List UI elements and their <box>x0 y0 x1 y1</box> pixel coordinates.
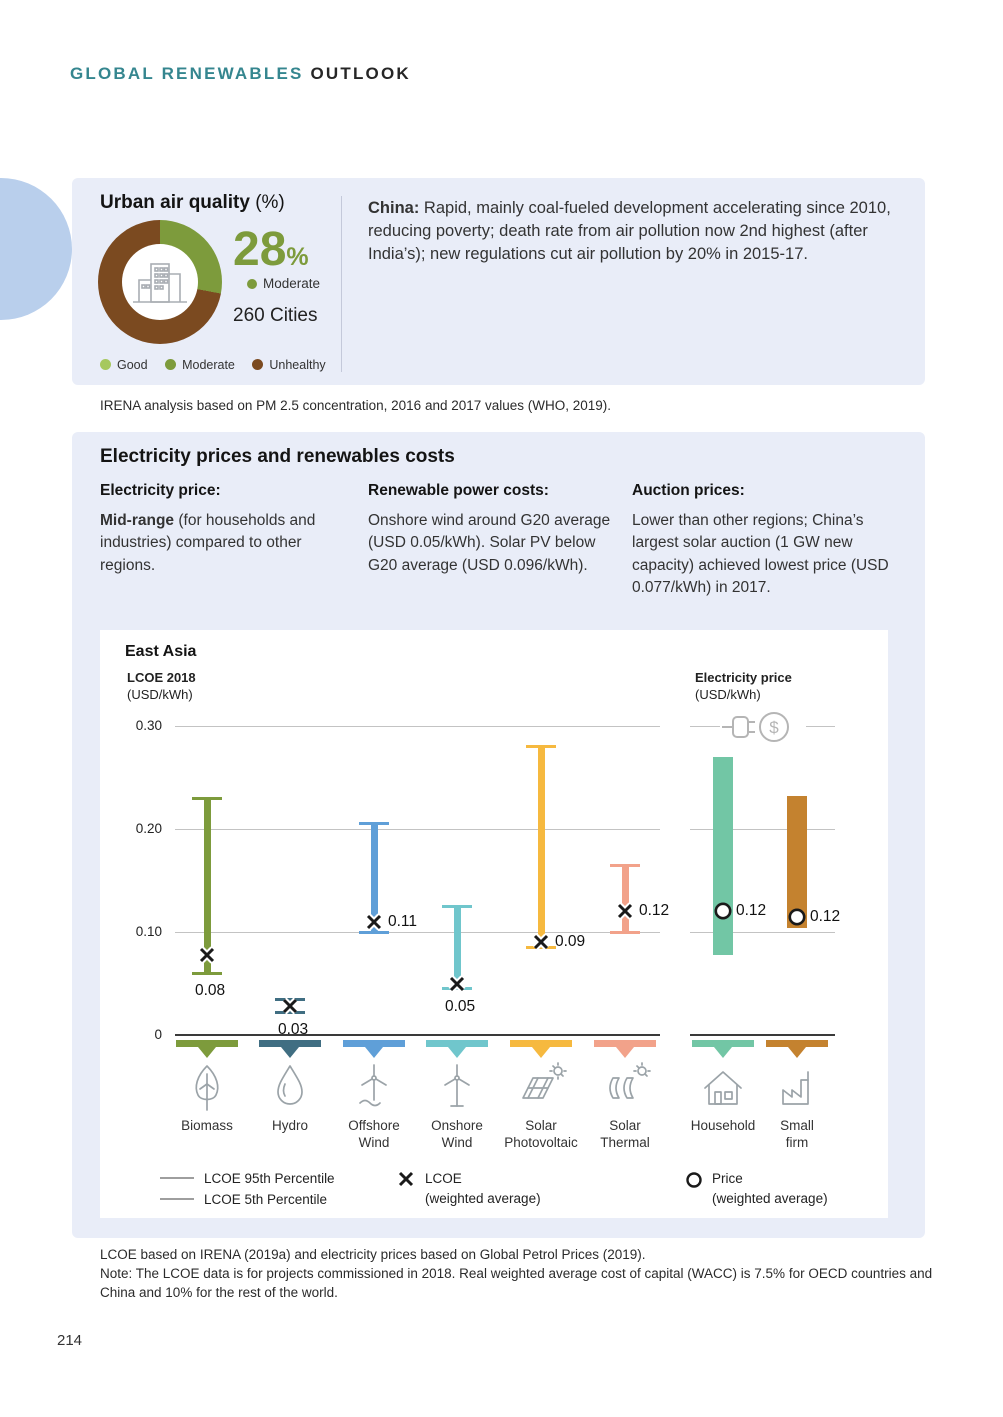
air-quality-donut-chart <box>98 220 222 344</box>
category-label: Biomass <box>181 1118 233 1133</box>
column-electricity-price <box>100 482 352 577</box>
p95-cap <box>526 745 556 748</box>
wind-turbine-icon <box>431 1062 483 1112</box>
offshore-wind-icon <box>348 1062 400 1112</box>
house-icon <box>697 1062 749 1112</box>
header-rest: OUTLOOK <box>310 64 411 83</box>
legend-lcoe-line1: LCOE <box>425 1171 462 1186</box>
electricity-price-icon <box>720 709 806 745</box>
good-dot-icon <box>100 359 111 370</box>
category-marker-triangle <box>714 1047 732 1058</box>
price-average-marker <box>787 907 807 927</box>
value-label: 0.12 <box>810 907 841 925</box>
page-header <box>70 64 411 84</box>
legend-item-unhealthy <box>252 358 325 372</box>
prices-panel <box>72 432 925 1238</box>
column-heading: Electricity price: <box>100 482 221 499</box>
right-axis-title: Electricity price <box>695 670 792 685</box>
p95-cap <box>359 822 389 825</box>
legend-label: Moderate <box>182 358 235 372</box>
china-lead: China: <box>368 198 420 217</box>
column-renewable-costs <box>368 482 611 577</box>
chart-title: East Asia <box>125 643 197 660</box>
legend-p5: LCOE 5th Percentile <box>204 1192 328 1207</box>
air-quality-source-note: IRENA analysis based on PM 2.5 concentration, 2016 and 2017 values (WHO, 2019). <box>100 398 612 413</box>
category-label: Small firm <box>780 1118 814 1150</box>
lcoe-x-marker-icon <box>397 1170 415 1188</box>
china-text: Rapid, mainly coal-fueled development accelerating since 2010, reducing poverty; death rate from air pollution now 2nd highest (after India’s); new regulations cut air pollution by 20% in 2015-17. <box>368 198 891 264</box>
column-heading: Auction prices: <box>632 482 745 499</box>
lcoe-average-marker <box>198 946 216 964</box>
droplet-icon <box>264 1062 316 1112</box>
gridline <box>175 726 660 727</box>
column-heading: Renewable power costs: <box>368 482 549 499</box>
category-marker-triangle <box>365 1047 383 1058</box>
price-circle-marker-icon <box>685 1171 703 1189</box>
category-label: Offshore Wind <box>348 1118 400 1150</box>
callout-category <box>247 276 320 291</box>
gridline <box>690 829 835 830</box>
air-quality-panel <box>72 178 925 385</box>
solar-panel-icon <box>515 1062 567 1112</box>
legend-price <box>712 1169 828 1208</box>
value-label: 0.09 <box>555 933 586 951</box>
value-label: 0.03 <box>278 1021 309 1039</box>
p5-cap <box>192 972 222 975</box>
svg-text:$: $ <box>769 718 779 737</box>
legend-price-line1: Price <box>712 1171 743 1186</box>
left-axis-units: (USD/kWh) <box>127 687 193 702</box>
legend-price-line2: (weighted average) <box>712 1190 828 1206</box>
city-buildings-icon <box>133 260 187 304</box>
price-average-marker <box>713 901 733 921</box>
p95-cap <box>442 905 472 908</box>
p95-cap <box>192 797 222 800</box>
price-range-bar <box>713 757 733 955</box>
value-label: 0.08 <box>195 982 226 1000</box>
legend-p95: LCOE 95th Percentile <box>204 1171 335 1186</box>
y-axis-tick: 0 <box>154 1027 162 1042</box>
p5-cap <box>610 931 640 934</box>
footnote-line1: LCOE based on IRENA (2019a) and electricity prices based on Global Petrol Prices (2019). <box>100 1247 646 1262</box>
callout-value: 28 <box>233 223 287 276</box>
callout-unit: % <box>286 243 309 271</box>
category-marker-triangle <box>616 1047 634 1058</box>
y-axis-tick: 0.10 <box>135 924 162 939</box>
value-label: 0.12 <box>736 902 767 920</box>
value-label: 0.12 <box>639 902 670 920</box>
p95-cap <box>610 864 640 867</box>
callout-category-label: Moderate <box>263 276 321 291</box>
category-color-bar <box>510 1040 572 1047</box>
category-color-bar <box>176 1040 238 1047</box>
category-color-bar <box>259 1040 321 1047</box>
category-marker-triangle <box>532 1047 550 1058</box>
gridline <box>175 932 660 933</box>
column-lead: Mid-range <box>100 512 175 529</box>
panel-divider <box>341 196 342 372</box>
air-quality-title-units: (%) <box>249 192 285 213</box>
category-label: Solar Photovoltaic <box>504 1118 578 1150</box>
factory-icon <box>771 1062 823 1112</box>
lcoe-average-marker <box>365 913 383 931</box>
category-marker-triangle <box>281 1047 299 1058</box>
prices-panel-title: Electricity prices and renewables costs <box>100 446 455 467</box>
legend-lcoe-line2: (weighted average) <box>425 1190 541 1206</box>
column-text: Onshore wind around G20 average (USD 0.05/kWh). Solar PV below G20 average (USD 0.096/kWh). <box>368 512 611 574</box>
category-label: Onshore Wind <box>431 1118 483 1150</box>
lcoe-average-marker <box>448 975 466 993</box>
left-axis-title: LCOE 2018 <box>127 670 196 685</box>
p5-line-icon <box>160 1198 194 1200</box>
category-marker-triangle <box>448 1047 466 1058</box>
air-quality-title-text: Urban air quality <box>100 192 250 213</box>
lcoe-chart-card <box>100 630 888 1218</box>
leaf-icon <box>181 1062 233 1112</box>
right-axis-units: (USD/kWh) <box>695 687 761 702</box>
category-color-bar <box>426 1040 488 1047</box>
value-label: 0.05 <box>445 997 476 1015</box>
lcoe-range-bar <box>622 865 629 932</box>
cities-count: 260 Cities <box>233 305 318 326</box>
legend-item-moderate <box>165 358 235 372</box>
legend-label: Good <box>117 358 148 372</box>
lcoe-range-bar <box>538 747 545 948</box>
moderate-dot-icon <box>247 279 257 289</box>
donut-legend <box>100 358 326 372</box>
lcoe-average-marker <box>616 902 634 920</box>
category-color-bar <box>343 1040 405 1047</box>
air-quality-callout <box>233 223 321 327</box>
column-auction-prices <box>632 482 900 600</box>
p5-cap <box>359 931 389 934</box>
chart-footnote <box>100 1246 940 1303</box>
category-color-bar <box>594 1040 656 1047</box>
legend-item-good <box>100 358 148 372</box>
column-text: (for households and industries) compared to other regions. <box>100 512 316 574</box>
p95-line-icon <box>160 1177 194 1179</box>
footnote-line2: Note: The LCOE data is for projects commissioned in 2018. Real weighted average cost of capital (WACC) is 7.5% for OECD countries and China and 10% for the rest of the world. <box>100 1265 933 1300</box>
lcoe-average-marker <box>281 997 299 1015</box>
y-axis-tick: 0.30 <box>135 718 162 733</box>
column-text: Lower than other regions; China’s largest solar auction (1 GW new capacity) achieved lowest price (USD 0.077/kWh) in 2017. <box>632 512 889 597</box>
moderate-dot-icon <box>165 359 176 370</box>
x-axis-line <box>690 1034 835 1036</box>
category-label: Solar Thermal <box>600 1118 650 1150</box>
column-body <box>100 510 352 577</box>
category-label: Hydro <box>271 1118 308 1133</box>
y-axis-tick: 0.20 <box>135 821 162 836</box>
category-label: Household <box>690 1118 756 1133</box>
category-color-bar <box>766 1040 828 1047</box>
air-quality-title <box>100 192 285 214</box>
category-marker-triangle <box>788 1047 806 1058</box>
gridline <box>175 829 660 830</box>
page-number: 214 <box>57 1332 83 1349</box>
x-axis-line <box>175 1034 660 1036</box>
gridline <box>690 932 835 933</box>
legend-lcoe <box>425 1169 541 1208</box>
solar-thermal-icon <box>599 1062 651 1112</box>
legend-label: Unhealthy <box>269 358 326 372</box>
header-accent: GLOBAL RENEWABLES <box>70 64 311 83</box>
donut-hole <box>122 244 198 320</box>
lcoe-average-marker <box>532 933 550 951</box>
category-marker-triangle <box>198 1047 216 1058</box>
category-color-bar <box>692 1040 754 1047</box>
unhealthy-dot-icon <box>252 359 263 370</box>
china-summary <box>368 197 906 267</box>
value-label: 0.11 <box>388 912 418 930</box>
decorative-circle <box>0 178 72 320</box>
